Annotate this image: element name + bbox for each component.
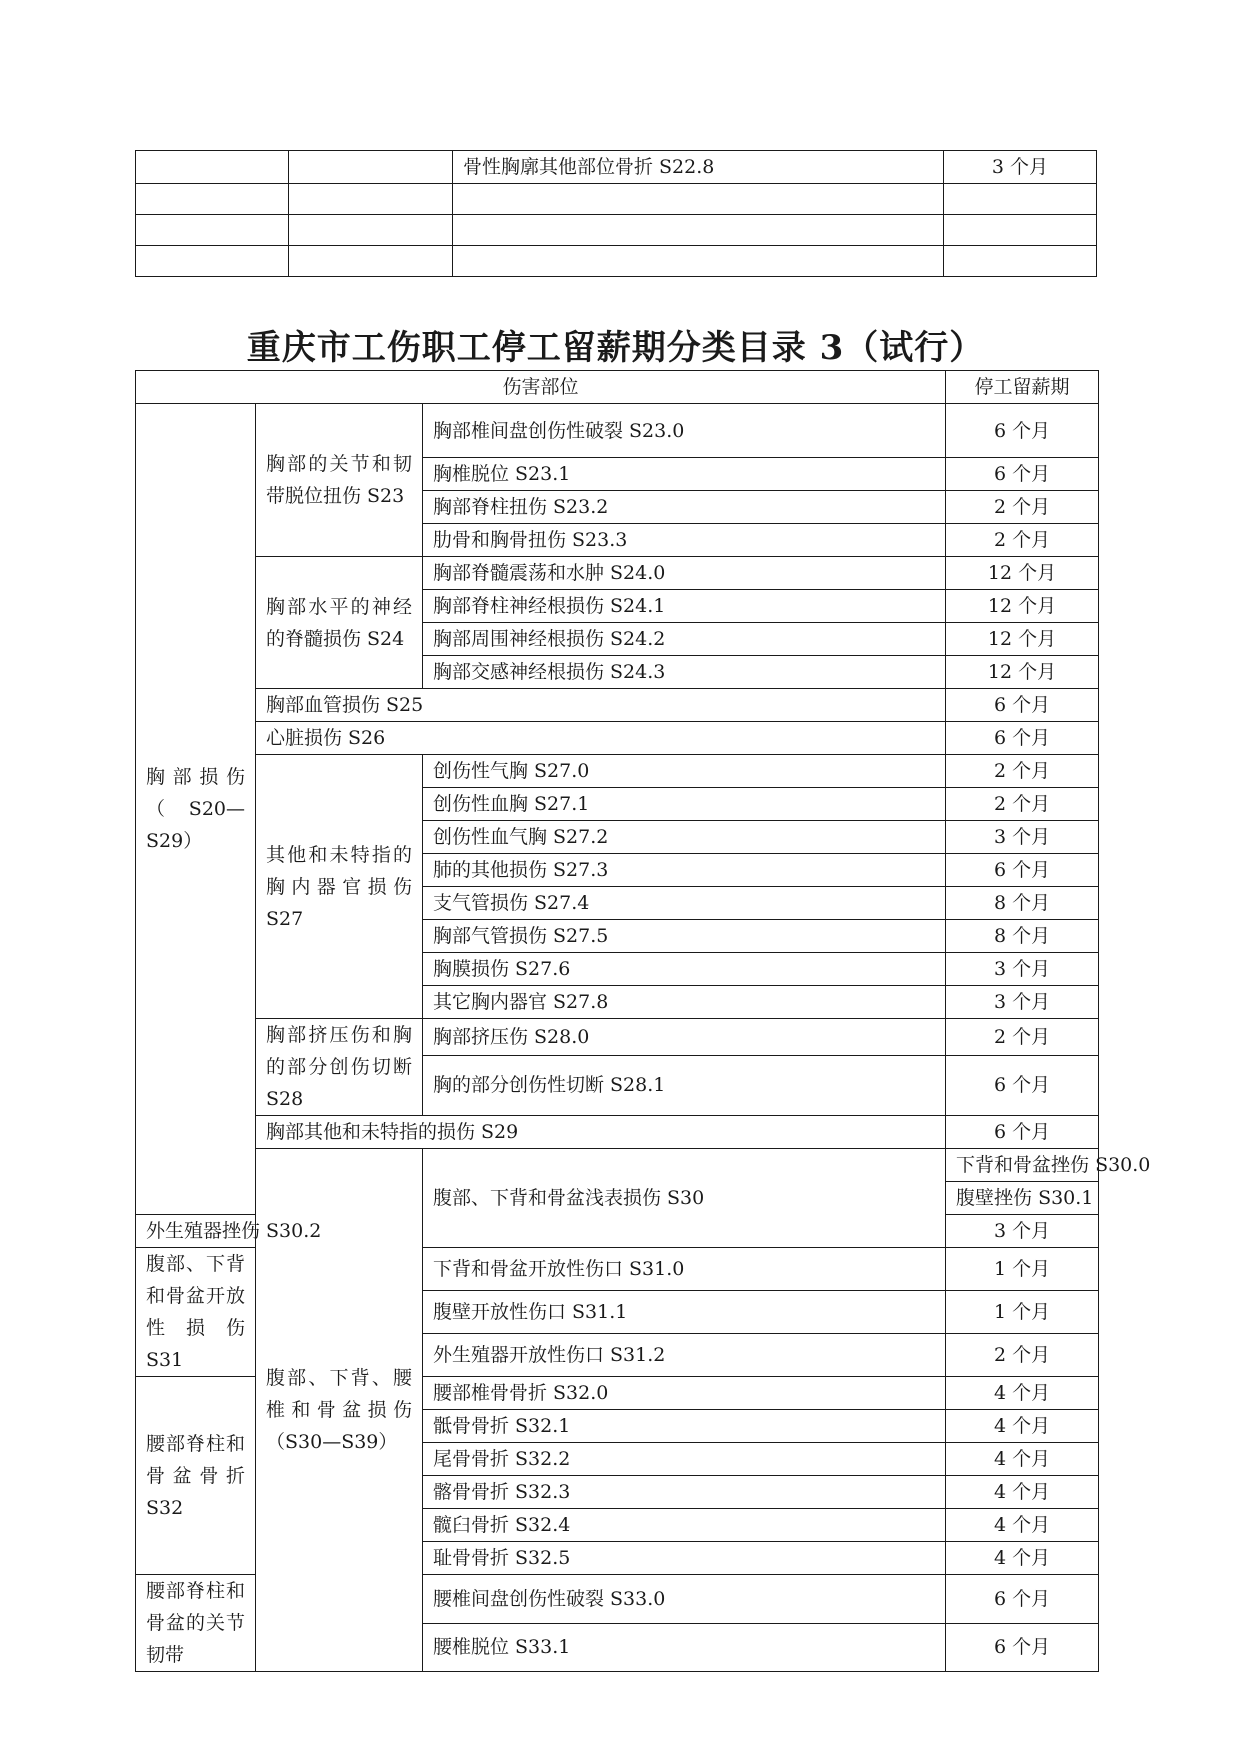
table-row	[136, 151, 1097, 184]
injury-item: 胸部挤压伤 S28.0	[423, 1019, 946, 1056]
subgroup-s33: 腰部脊柱和骨盆的关节韧带	[136, 1575, 256, 1672]
leave-period: 2 个月	[946, 524, 1099, 557]
injury-item: 胸部气管损伤 S27.5	[423, 920, 946, 953]
empty-cell	[136, 151, 289, 184]
leave-period: 6 个月	[946, 458, 1099, 491]
injury-item: 胸部椎间盘创伤性破裂 S23.0	[423, 404, 946, 458]
injury-item: 腰椎间盘创伤性破裂 S33.0	[423, 1575, 946, 1624]
injury-item: 肺的其他损伤 S27.3	[423, 854, 946, 887]
continued-table	[135, 150, 1097, 277]
subgroup-s30: 腹部、下背和骨盆浅表损伤 S30	[423, 1149, 946, 1248]
injury-item	[453, 184, 944, 215]
injury-item: 支气管损伤 S27.4	[423, 887, 946, 920]
injury-item: 创伤性气胸 S27.0	[423, 755, 946, 788]
table-row	[136, 722, 1099, 755]
empty-cell	[289, 151, 453, 184]
leave-period: 6 个月	[946, 1575, 1099, 1624]
injury-item	[453, 246, 944, 277]
leave-period: 2 个月	[946, 1019, 1099, 1056]
leave-period: 8 个月	[946, 887, 1099, 920]
injury-item: 肋骨和胸骨扭伤 S23.3	[423, 524, 946, 557]
leave-period: 2 个月	[946, 755, 1099, 788]
page-title: 重庆市工伤职工停工留薪期分类目录 3（试行）	[246, 328, 985, 368]
leave-period: 2 个月	[946, 491, 1099, 524]
leave-period: 6 个月	[946, 1623, 1099, 1672]
subgroup-s31: 腹部、下背和骨盆开放性损伤 S31	[136, 1248, 256, 1377]
leave-period: 4 个月	[946, 1443, 1099, 1476]
table-row	[136, 755, 1099, 788]
injury-item: 外生殖器挫伤 S30.2	[136, 1215, 256, 1248]
leave-period: 3 个月	[946, 986, 1099, 1019]
leave-period	[944, 246, 1097, 277]
empty-cell	[289, 184, 453, 215]
injury-item: 骨性胸廓其他部位骨折 S22.8	[453, 151, 944, 184]
leave-period: 12 个月	[946, 623, 1099, 656]
injury-item: 胸部交感神经根损伤 S24.3	[423, 656, 946, 689]
classification-table	[135, 370, 1151, 1672]
table-header-row	[136, 371, 1099, 404]
leave-period: 6 个月	[946, 404, 1099, 458]
injury-item: 腹壁开放性伤口 S31.1	[423, 1291, 946, 1334]
empty-cell	[289, 215, 453, 246]
injury-item: 下背和骨盆开放性伤口 S31.0	[423, 1248, 946, 1291]
leave-period: 3 个月	[946, 953, 1099, 986]
injury-item: 胸部脊柱神经根损伤 S24.1	[423, 590, 946, 623]
leave-period: 2 个月	[946, 1334, 1099, 1377]
leave-period: 1 个月	[946, 1248, 1099, 1291]
injury-item: 胸部周围神经根损伤 S24.2	[423, 623, 946, 656]
header-part: 伤害部位	[136, 371, 946, 404]
leave-period: 3 个月	[946, 1215, 1099, 1248]
region-abdomen: 腹部、下背、腰椎和骨盆损伤（S30—S39）	[256, 1149, 423, 1672]
injury-item: 胸部脊柱扭伤 S23.2	[423, 491, 946, 524]
injury-item: 胸椎脱位 S23.1	[423, 458, 946, 491]
table-row	[136, 246, 1097, 277]
leave-period: 4 个月	[946, 1476, 1099, 1509]
table-row	[136, 215, 1097, 246]
table-row	[136, 1019, 1099, 1056]
leave-period: 6 个月	[946, 722, 1099, 755]
leave-period: 4 个月	[946, 1377, 1099, 1410]
injury-item: 髋臼骨折 S32.4	[423, 1509, 946, 1542]
leave-period	[944, 215, 1097, 246]
injury-item: 胸部血管损伤 S25	[256, 689, 946, 722]
leave-period: 3 个月	[944, 151, 1097, 184]
region-chest: 胸部损伤（S20—S29）	[136, 404, 256, 1215]
leave-period: 12 个月	[946, 656, 1099, 689]
empty-cell	[136, 246, 289, 277]
table-row	[136, 1116, 1099, 1149]
injury-item: 胸膜损伤 S27.6	[423, 953, 946, 986]
leave-period: 6 个月	[946, 1055, 1099, 1115]
injury-item: 尾骨骨折 S32.2	[423, 1443, 946, 1476]
empty-cell	[136, 215, 289, 246]
injury-item	[453, 215, 944, 246]
leave-period: 6 个月	[946, 689, 1099, 722]
injury-item: 外生殖器开放性伤口 S31.2	[423, 1334, 946, 1377]
empty-cell	[136, 184, 289, 215]
table-row	[136, 689, 1099, 722]
injury-item: 创伤性血胸 S27.1	[423, 788, 946, 821]
subgroup-s27: 其他和未特指的胸内器官损伤 S27	[256, 755, 423, 1019]
leave-period	[944, 184, 1097, 215]
table-row	[136, 184, 1097, 215]
leave-period: 12 个月	[946, 590, 1099, 623]
injury-item: 胸部其他和未特指的损伤 S29	[256, 1116, 946, 1149]
leave-period: 6 个月	[946, 1116, 1099, 1149]
injury-item: 腰部椎骨骨折 S32.0	[423, 1377, 946, 1410]
subgroup-s28: 胸部挤压伤和胸的部分创伤切断 S28	[256, 1019, 423, 1116]
empty-cell	[289, 246, 453, 277]
leave-period: 2 个月	[946, 788, 1099, 821]
subgroup-s24: 胸部水平的神经的脊髓损伤 S24	[256, 557, 423, 689]
table-row	[136, 557, 1099, 590]
leave-period: 4 个月	[946, 1542, 1099, 1575]
injury-item: 腰椎脱位 S33.1	[423, 1623, 946, 1672]
injury-item: 胸的部分创伤性切断 S28.1	[423, 1055, 946, 1115]
table-row	[136, 404, 1099, 458]
leave-period: 4 个月	[946, 1410, 1099, 1443]
injury-item: 心脏损伤 S26	[256, 722, 946, 755]
table-row	[136, 1149, 1099, 1182]
injury-item: 其它胸内器官 S27.8	[423, 986, 946, 1019]
injury-item: 下背和骨盆挫伤 S30.0	[946, 1149, 1099, 1182]
leave-period: 4 个月	[946, 1509, 1099, 1542]
leave-period: 8 个月	[946, 920, 1099, 953]
subgroup-s23: 胸部的关节和韧带脱位扭伤 S23	[256, 404, 423, 557]
subgroup-s32: 腰部脊柱和骨盆骨折 S32	[136, 1377, 256, 1575]
leave-period: 6 个月	[946, 854, 1099, 887]
injury-item: 腹壁挫伤 S30.1	[946, 1182, 1099, 1215]
leave-period: 12 个月	[946, 557, 1099, 590]
injury-item: 胸部脊髓震荡和水肿 S24.0	[423, 557, 946, 590]
leave-period: 1 个月	[946, 1291, 1099, 1334]
injury-item: 髂骨骨折 S32.3	[423, 1476, 946, 1509]
injury-item: 耻骨骨折 S32.5	[423, 1542, 946, 1575]
leave-period: 3 个月	[946, 821, 1099, 854]
injury-item: 创伤性血气胸 S27.2	[423, 821, 946, 854]
header-period: 停工留薪期	[946, 371, 1099, 404]
injury-item: 骶骨骨折 S32.1	[423, 1410, 946, 1443]
